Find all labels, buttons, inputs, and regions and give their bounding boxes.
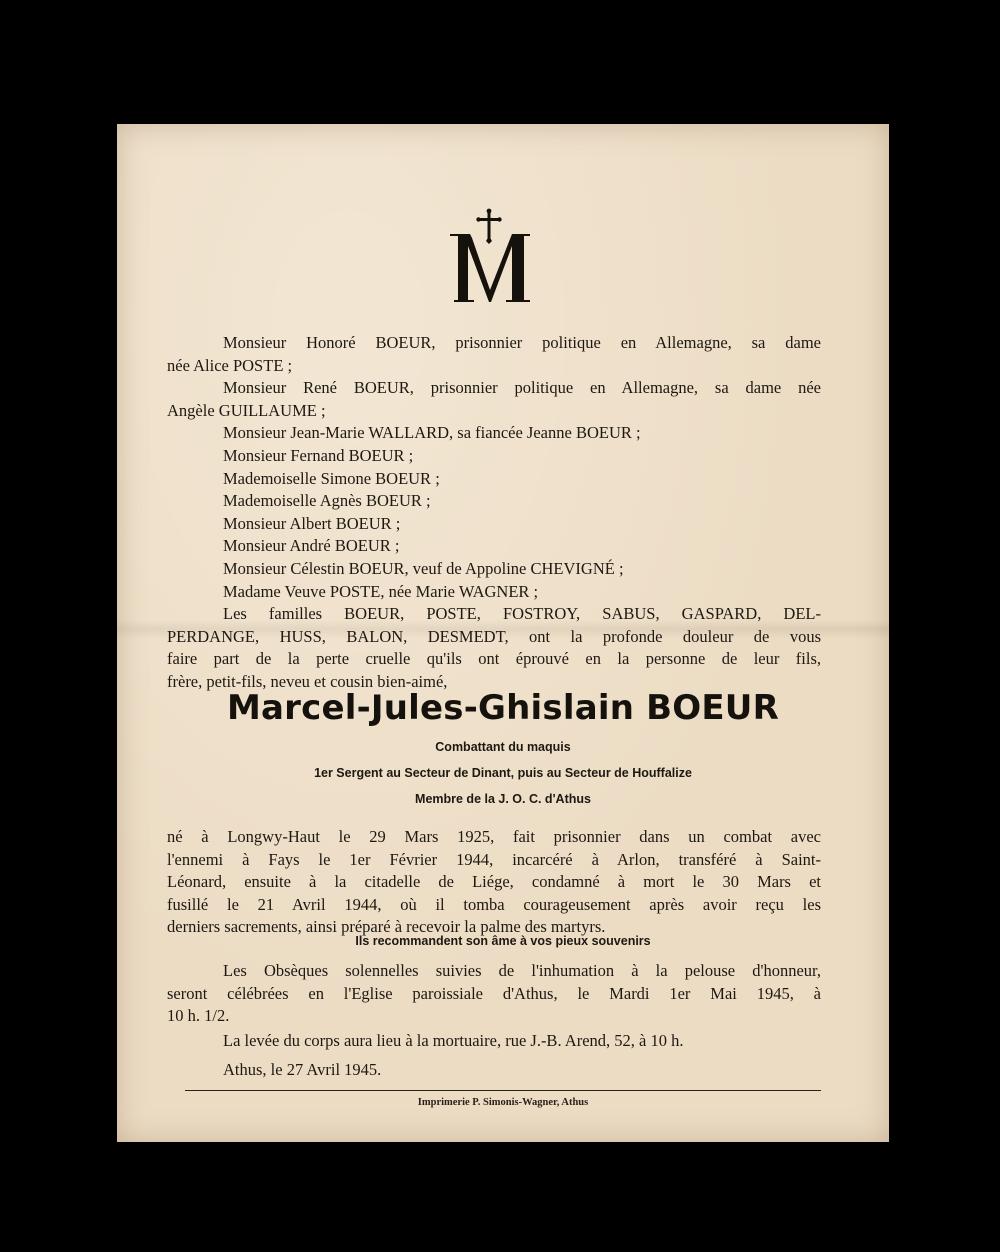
- family-line: Mademoiselle Agnès BOEUR ;: [223, 491, 431, 511]
- biography-line: fusillé le 21 Avril 1944, où il tomba courageusement après avoir reçu les: [167, 894, 821, 914]
- funeral-line: seront célébrées en l'Eglise paroissiale d'Athus, le Mardi 1er Mai 1945, à: [167, 983, 821, 1003]
- biography-line: né à Longwy-Haut le 29 Mars 1925, fait prisonnier dans un combat avec: [167, 827, 821, 846]
- funeral-line: Les Obsèques solennelles suivies de l'inhumation à la pelouse d'honneur,: [223, 961, 821, 980]
- biography: [167, 826, 821, 939]
- family-line: Les familles BOEUR, POSTE, FOSTROY, SABUS, GASPARD, DEL-: [223, 604, 821, 624]
- family-line: Mademoiselle Simone BOEUR ;: [223, 468, 440, 488]
- family-line: Monsieur Célestin BOEUR, veuf de Appoline CHEVIGNÉ ;: [223, 558, 624, 578]
- place-date: [223, 1059, 821, 1082]
- recommendation: Ils recommandent son âme à vos pieux souvenirs: [355, 934, 651, 948]
- family-line: Monsieur René BOEUR, prisonnier politique en Allemagne, sa dame née: [223, 378, 821, 398]
- family-line: Monsieur Honoré BOEUR, prisonnier politique en Allemagne, sa dame: [223, 333, 821, 352]
- family-line: Angèle GUILLAUME ;: [167, 400, 326, 420]
- place-date-line: Athus, le 27 Avril 1945.: [223, 1060, 382, 1079]
- biography-line: derniers sacrements, ainsi préparé à recevoir la palme des martyrs.: [167, 917, 606, 937]
- family-line: Monsieur Fernand BOEUR ;: [223, 445, 414, 465]
- title-sergent: 1er Sergent au Secteur de Dinant, puis au Secteur de Houffalize: [314, 766, 692, 780]
- printer-credit: Imprimerie P. Simonis-Wagner, Athus: [417, 1097, 589, 1108]
- levee-notice: [223, 1030, 821, 1053]
- mortuary-notice-paper: [117, 124, 889, 1142]
- family-line: frère, petit-fils, neveu et cousin bien-aimé,: [167, 671, 448, 691]
- deceased-name: Marcel-Jules-Ghislain BOEUR: [227, 688, 779, 728]
- biography-line: l'ennemi à Fays le 1er Février 1944, incarcéré à Arlon, transféré à Saint-: [167, 849, 821, 869]
- divider-rule: [185, 1090, 821, 1091]
- marian-monogram-cross-icon: [442, 208, 538, 308]
- family-line: Monsieur Albert BOEUR ;: [223, 513, 401, 533]
- family-list: [167, 332, 821, 694]
- family-line: PERDANGE, HUSS, BALON, DESMEDT, ont la profonde douleur de vous: [167, 626, 821, 646]
- biography-line: Léonard, ensuite à la citadelle de Liége, condamné à mort le 30 Mars et: [167, 872, 821, 892]
- title-maquis: Combattant du maquis: [435, 740, 571, 754]
- title-joc: Membre de la J. O. C. d'Athus: [415, 792, 591, 806]
- family-line: Monsieur André BOEUR ;: [223, 536, 400, 556]
- family-line: faire part de la perte cruelle qu'ils ont éprouvé en la personne de leur fils,: [167, 649, 821, 669]
- family-line: Madame Veuve POSTE, née Marie WAGNER ;: [223, 581, 539, 601]
- levee-line: La levée du corps aura lieu à la mortuaire, rue J.-B. Arend, 52, à 10 h.: [223, 1031, 684, 1050]
- family-line: née Alice POSTE ;: [167, 355, 293, 375]
- funeral-notice: [167, 960, 821, 1028]
- family-line: Monsieur Jean-Marie WALLARD, sa fiancée Jeanne BOEUR ;: [223, 423, 641, 443]
- funeral-line: 10 h. 1/2.: [167, 1006, 230, 1026]
